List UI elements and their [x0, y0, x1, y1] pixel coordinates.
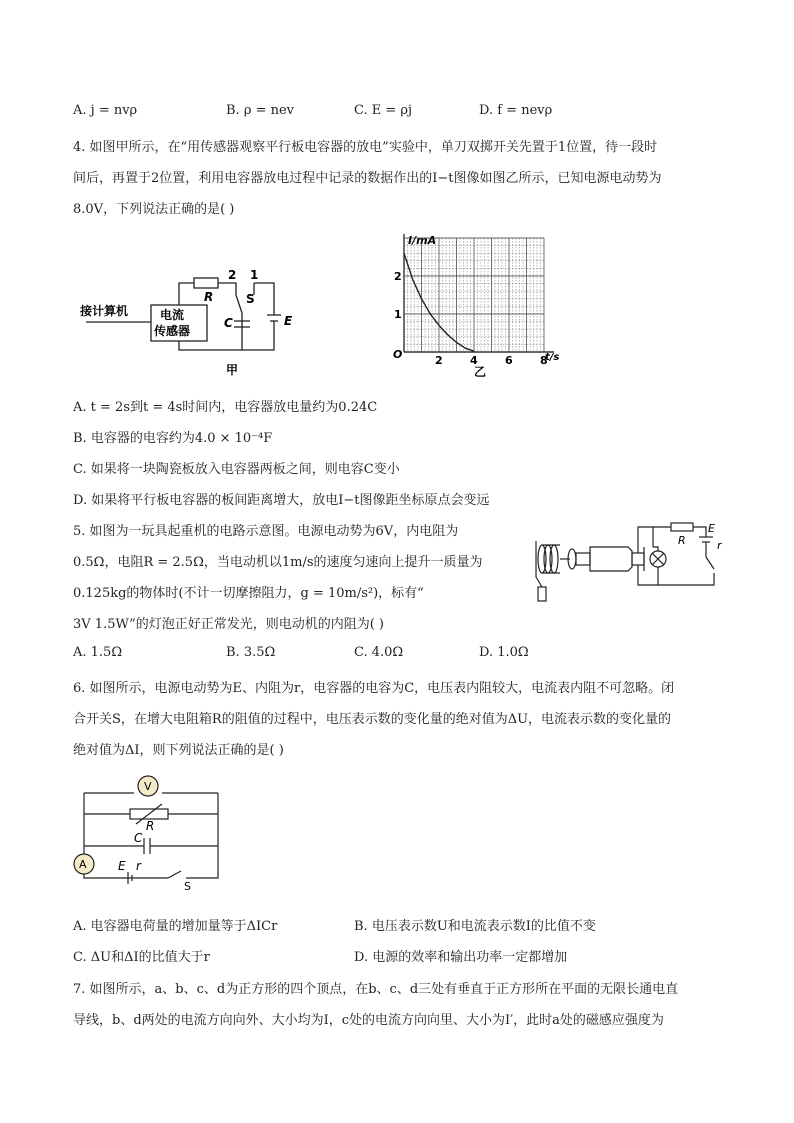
- q5-figure-crane-circuit: [528, 517, 738, 605]
- jia-label-1: 1: [250, 268, 259, 282]
- q6-voltmeter-label: V: [144, 780, 152, 793]
- q6-fig-label-e: E: [118, 859, 126, 873]
- chart-x-tick-label: 2: [435, 354, 443, 367]
- jia-label-s: S: [246, 292, 255, 306]
- q3-option-a: A. j = nvρ: [73, 103, 138, 118]
- q5-option-a: A. 1.5Ω: [73, 645, 123, 660]
- q6-option-d: D. 电源的效率和输出功率一定都增加: [354, 950, 568, 965]
- jia-computer-label: 接计算机: [80, 304, 129, 318]
- q5-option-c: C. 4.0Ω: [354, 645, 404, 660]
- q7-stem-line-1: 7. 如图所示，a、b、c、d为正方形的四个顶点，在b、c、d三处有垂直于正方形所在平面的无限长通电直: [73, 982, 679, 997]
- q6-stem-line-3: 绝对值为ΔI，则下列说法正确的是( ): [73, 743, 284, 758]
- q4-option-b: B. 电容器的电容约为4.0 × 10⁻⁴F: [73, 431, 273, 446]
- q5-stem-line-2: 0.5Ω，电阻R = 2.5Ω，当电动机以1m/s的速度匀速向上提升一质量为: [73, 555, 483, 570]
- jia-label-r: R: [204, 290, 214, 304]
- q7-stem-line-2: 导线，b、d两处的电流方向向外、大小均为I，c处的电流方向向里、大小为I′，此时a处的磁感应强度为: [73, 1013, 664, 1028]
- q6-option-c: C. ΔU和ΔI的比值大于r: [73, 950, 210, 965]
- q6-option-b: B. 电压表示数U和电流表示数I的比值不变: [354, 919, 596, 934]
- q6-stem-line-1: 6. 如图所示，电源电动势为E、内阻为r，电容器的电容为C，电压表内阻较大，电流表内阻不可忽略。闭: [73, 681, 675, 696]
- q4-option-d: D. 如果将平行板电容器的板间距离增大，放电I−t图像距坐标原点会变远: [73, 493, 490, 508]
- q4-stem-line-2: 间后，再置于2位置，利用电容器放电过程中记录的数据作出的I−t图像如图乙所示，已知电源电动势为: [73, 171, 662, 186]
- chart-x-tick-label: 4: [470, 354, 478, 367]
- q4-stem-line-1: 4. 如图甲所示，在“用传感器观察平行板电容器的放电”实验中，单刀双掷开关先置于1位置，待一段时: [73, 140, 658, 155]
- q6-stem-line-2: 合开关S，在增大电阻箱R的阻值的过程中，电压表示数的变化量的绝对值为ΔU，电流表示数的变化量的: [73, 712, 672, 727]
- jia-label-2: 2: [228, 268, 237, 282]
- q5-option-b: B. 3.5Ω: [226, 645, 276, 660]
- q6-fig-label-internal-r: r: [136, 859, 141, 873]
- q5-fig-label-internal-r: r: [717, 539, 722, 552]
- q5-fig-label-e: E: [708, 522, 715, 535]
- q4-figure-yi-chart: [388, 228, 578, 380]
- chart-y-tick-label: 1: [394, 308, 402, 321]
- q3-option-c: C. E = ρj: [354, 103, 413, 118]
- q6-figure-circuit: [68, 768, 228, 890]
- q6-fig-label-r-box: R: [146, 819, 155, 833]
- chart-y-axis-label: I/mA: [408, 234, 437, 247]
- q6-ammeter-label: A: [79, 858, 87, 871]
- chart-x-tick-label: 6: [505, 354, 513, 367]
- q3-option-d: D. f = nevρ: [479, 103, 553, 118]
- q5-stem-line-1: 5. 如图为一玩具起重机的电路示意图。电源电动势为6V，内电阻为: [73, 524, 459, 539]
- q4-option-c: C. 如果将一块陶瓷板放入电容器两板之间，则电容C变小: [73, 462, 400, 477]
- q6-fig-label-c: C: [134, 831, 143, 845]
- chart-y-tick-label: 2: [394, 270, 402, 283]
- q5-stem-line-3: 0.125kg的物体时(不计一切摩擦阻力，g = 10m/s²)，标有“: [73, 586, 424, 601]
- q4-option-a: A. t = 2s到t = 4s时间内，电容器放电量约为0.24C: [73, 400, 378, 415]
- chart-caption: 乙: [474, 365, 487, 379]
- jia-caption: 甲: [226, 363, 239, 377]
- jia-label-e: E: [284, 314, 293, 328]
- chart-x-tick-label: 8: [540, 354, 548, 367]
- jia-label-c: C: [224, 316, 233, 330]
- chart-origin-label: O: [393, 348, 403, 361]
- q5-stem-line-4: 3V 1.5W”的灯泡正好正常发光，则电动机的内阻为( ): [73, 617, 384, 632]
- q4-stem-line-3: 8.0V，下列说法正确的是( ): [73, 202, 235, 217]
- q6-fig-label-s: S: [184, 880, 191, 890]
- q5-option-d: D. 1.0Ω: [479, 645, 529, 660]
- q6-option-a: A. 电容器电荷量的增加量等于ΔICr: [73, 919, 278, 934]
- q3-option-b: B. ρ = nev: [226, 103, 295, 118]
- q5-fig-label-r-resistor: R: [678, 534, 686, 547]
- q4-figure-jia-circuit: [76, 225, 316, 385]
- chart-x-axis-label: t/s: [545, 352, 560, 363]
- jia-sensor-label-2: 传感器: [154, 324, 191, 338]
- jia-sensor-label-1: 电流: [160, 308, 185, 322]
